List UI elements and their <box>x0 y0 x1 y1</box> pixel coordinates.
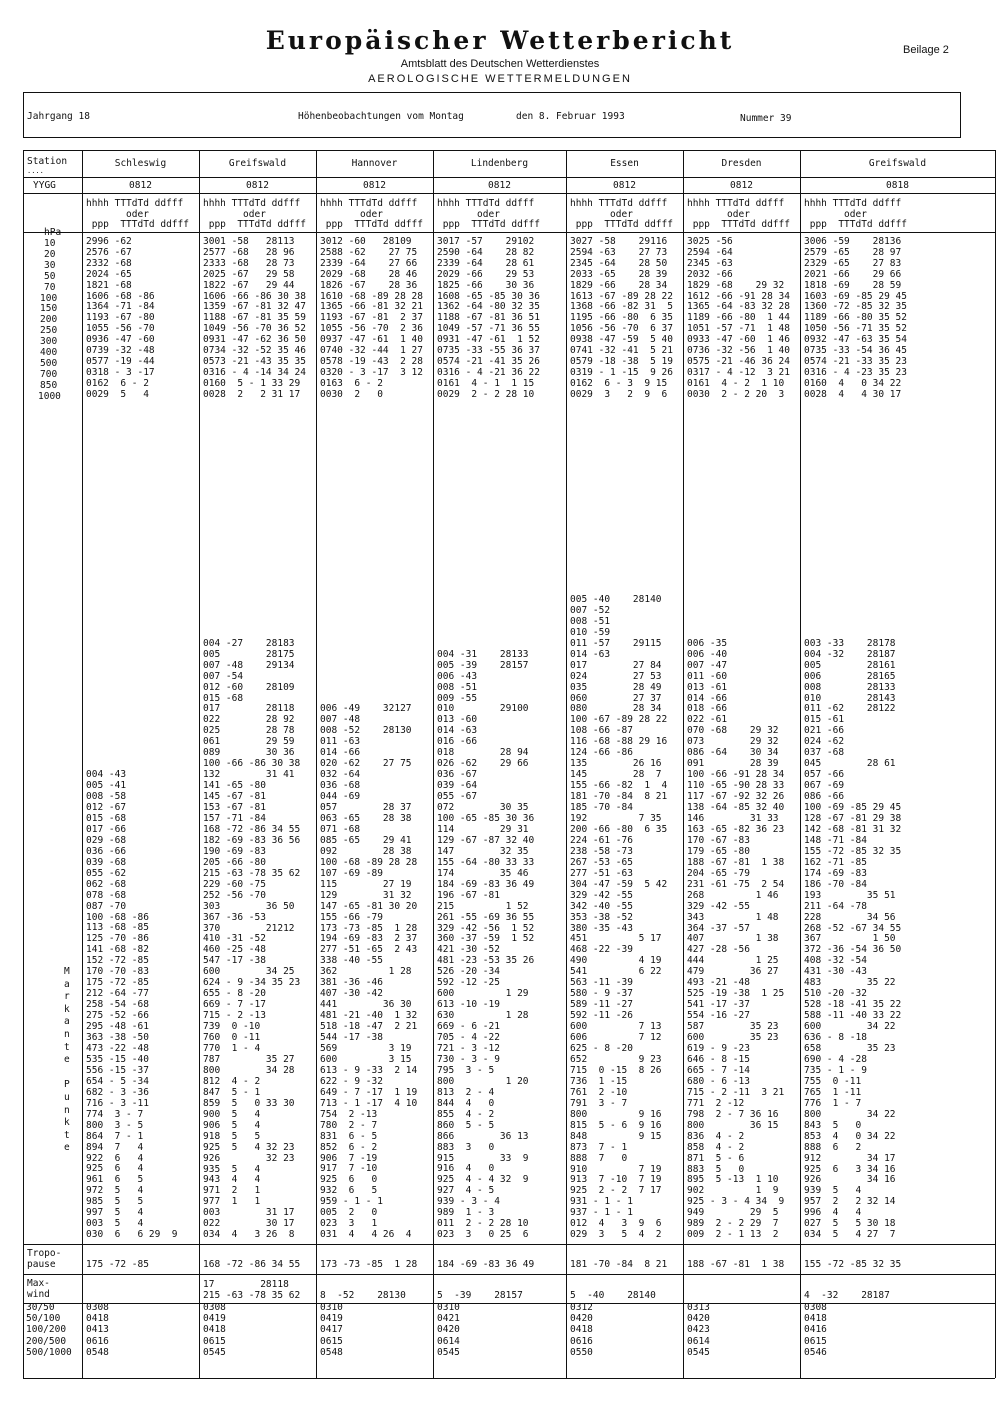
tropopause-value: 181 -70 -84 8 21 <box>570 1259 668 1270</box>
column-rule <box>800 150 801 1378</box>
significant-levels: 004 -27 28183 005 28175 007 -48 29134 007 -54 012 -60 28109 015 -68 017 28118 022 28 92 025 28 78 061 29 59 089 30 36 100 -66 -86 30 38 132 31 41 141 -65 -80 145 -67 -81 153 -67 -81 157 -71 -84 168 -72 -86 34 55 182 -69 -83 36 56 190 -69 -83 205 -66 -80 215 -63 -78 35 62 229 -60 -75 252 -56 -70 303 36 50 367 -36 -53 370 21212 410 -31 -52 460 -25 -48 547 -17 -38 600 34 25 624 - 9 -34 35 23 655 - 8 -20 669 - 7 -17 715 - 2 -13 739 0 -10 760 0 -11 770 1 - 4 787 35 27 800 34 28 812 4 - 2 847 5 - 1 859 5 0 33 30 900 5 4 906 5 4 918 5 5 925 5 4 32 23 926 32 23 935 5 4 943 4 4 971 2 1 977 1 1 003 31 17 022 30 17 034 4 3 26 8 <box>203 637 301 1241</box>
station-name: Dresden <box>721 158 762 169</box>
column-rule <box>199 150 200 1378</box>
standard-levels: 3006 -59 28136 2579 -65 28 97 2329 -65 27 83 2021 -66 29 66 1818 -69 28 59 1603 -69 -85 29 45 1360 -72 -85 32 35 1189 -66 -80 35 52 1050 -56 -71 35 52 0932 -47 -63 35 54 0735 -33 -54 36 45 0574 -21 -33 35 23 0316 - 4 -23 35 23 0160 4 0 34 22 0028 4 4 30 17 <box>804 236 907 400</box>
station-name: Lindenberg <box>470 158 529 169</box>
significant-levels: 004 -31 28133 005 -39 28157 006 -43 008 -51 009 -55 010 29100 013 -60 014 -63 016 -66 018 28 94 026 -62 29 66 036 -67 039 -64 055 -67 072 30 35 100 -65 -85 30 36 114 29 31 129 -67 -87 32 40 147 32 35 155 -64 -80 33 33 174 35 46 184 -69 -83 36 49 196 -67 -81 215 1 52 261 -55 -69 36 55 329 -42 -56 1 52 360 -37 -59 1 52 421 -30 -52 481 -23 -53 35 26 526 -20 -34 592 -12 -25 600 1 29 613 -10 -19 630 1 28 669 - 6 -21 705 - 4 -22 721 - 3 -12 730 - 3 - 9 795 3 - 5 800 1 20 813 2 - 4 844 4 0 855 4 - 2 860 5 - 5 866 36 13 883 3 0 915 33 9 916 4 0 925 4 - 4 32 9 927 4 - 5 939 - 3 - 4 989 1 - 3 011 2 - 2 28 10 023 3 0 25 6 <box>437 648 535 1241</box>
column-header: hhhh TTTdTd ddfff oder ppp TTTdTd ddfff <box>687 198 790 230</box>
shear-value: 0615 <box>203 1335 226 1347</box>
level-label: 200 <box>40 314 58 326</box>
column-header: hhhh TTTdTd ddfff oder ppp TTTdTd ddfff <box>203 198 306 230</box>
sig-bottom-rule <box>23 1244 995 1245</box>
shear-value: 0420 <box>437 1324 460 1336</box>
shear-value: 0545 <box>687 1346 710 1358</box>
shear-value: 0418 <box>86 1313 109 1325</box>
shear-value: 0313 <box>687 1302 710 1313</box>
significant-levels: 005 -40 28140 007 -52 008 -51 010 -59 011 -57 29115 014 -63 017 27 84 024 27 53 035 28 49 060 27 37 080 28 34 100 -67 -89 28 22 108 -66 -87 116 -68 -88 29 16 124 -66 -86 135 26 16 145 28 7 155 -66 -82 1 4 181 -70 -84 8 21 185 -70 -84 192 7 35 200 -66 -80 6 35 224 -61 -76 238 -58 -73 267 -53 -65 277 -51 -63 304 -47 -59 5 42 329 -42 -55 342 -40 -55 353 -38 -52 380 -35 -43 451 5 17 468 -22 -39 490 4 19 541 6 22 563 -11 -39 580 - 9 -37 589 -11 -27 592 -11 -26 600 7 13 606 7 12 625 - 8 -20 652 9 23 715 0 -15 8 26 736 1 -15 761 2 -10 791 3 - 7 800 9 16 815 5 - 6 9 16 848 9 15 873 7 - 1 888 7 0 910 7 19 913 7 -10 7 19 925 2 - 2 7 17 931 - 1 - 1 937 - 1 - 1 012 4 3 9 6 029 3 5 4 2 <box>570 593 668 1241</box>
jahrgang: Jahrgang 18 <box>27 111 90 122</box>
info-right-rule <box>960 92 961 137</box>
column-header: hhhh TTTdTd ddfff oder ppp TTTdTd ddfff <box>437 198 540 230</box>
maxwind-value: 5 -39 28157 <box>437 1290 523 1301</box>
observation-label: Höhenbeobachtungen vom Montag <box>298 111 464 122</box>
shear-value: 0419 <box>203 1313 226 1325</box>
level-label: 70 <box>44 281 56 293</box>
maxwind-label: Max- wind <box>27 1278 50 1300</box>
shear-value: 0421 <box>437 1313 460 1325</box>
shear-value: 0420 <box>570 1313 593 1325</box>
tropopause-label: Tropo- pause <box>27 1248 62 1270</box>
shear-value: 0615 <box>320 1335 343 1347</box>
report-number: Nummer 39 <box>740 113 792 124</box>
station-dash: .... <box>27 167 44 175</box>
station-name: Greifswald <box>228 158 287 169</box>
station-name: Schleswig <box>114 158 167 169</box>
shear-label: 500/1000 <box>26 1346 72 1358</box>
column-header: hhhh TTTdTd ddfff oder ppp TTTdTd ddfff <box>320 198 423 230</box>
shear-value: 0418 <box>570 1324 593 1336</box>
maxwind-value: 8 -52 28130 <box>320 1290 406 1301</box>
shear-value: 0550 <box>570 1346 593 1358</box>
section-title: AEROLOGISCHE WETTERMELDUNGEN <box>368 73 632 85</box>
yygg-label: YYGG <box>33 180 56 191</box>
column-header: hhhh TTTdTd ddfff oder ppp TTTdTd ddfff <box>804 198 907 230</box>
table-bottom-rule <box>23 1378 995 1379</box>
shear-value: 0308 <box>86 1302 109 1313</box>
column-header: hhhh TTTdTd ddfff oder ppp TTTdTd ddfff <box>86 198 189 230</box>
shear-value: 0614 <box>437 1335 460 1347</box>
shear-value: 0616 <box>570 1335 593 1347</box>
shear-value: 0548 <box>320 1346 343 1358</box>
shear-label: 50/100 <box>26 1313 61 1325</box>
shear-label: 100/200 <box>26 1324 67 1336</box>
maxwind-value: 5 -40 28140 <box>570 1290 656 1301</box>
station-yygg: 0812 <box>730 180 753 191</box>
shear-value: 0310 <box>437 1302 460 1313</box>
tropopause-value: 155 -72 -85 32 35 <box>804 1259 902 1270</box>
shear-value: 0546 <box>804 1346 827 1358</box>
shear-value: 0419 <box>320 1313 343 1325</box>
station-yygg: 0812 <box>488 180 511 191</box>
column-header: hhhh TTTdTd ddfff oder ppp TTTdTd ddfff <box>570 198 673 230</box>
shear-value: 0423 <box>687 1324 710 1336</box>
top-rule <box>23 92 961 93</box>
level-label: 50 <box>44 270 56 282</box>
shear-value: 0308 <box>203 1302 226 1313</box>
supplement-label: Beilage 2 <box>903 44 949 56</box>
column-rule <box>433 150 434 1378</box>
shear-value: 0616 <box>86 1335 109 1347</box>
level-label: 10 <box>44 238 56 249</box>
info-left-rule <box>23 92 24 137</box>
report-subtitle: Amtsblatt des Deutschen Wetterdienstes <box>400 58 600 70</box>
significant-levels: 004 -43 005 -41 008 -58 012 -67 015 -68 017 -66 029 -68 036 -66 039 -68 055 -62 062 -68 078 -68 087 -70 100 -68 -86 113 -68 -85 125 -70 -86 141 -68 -82 152 -72 -85 170 -70 -83 175 -72 -85 212 -64 -77 258 -54 -68 275 -52 -66 295 -48 -61 363 -38 -50 473 -22 -48 535 -15 -40 556 -15 -37 654 - 5 -34 682 - 3 -36 716 - 3 -11 774 3 - 7 800 3 - 5 864 7 - 1 894 7 4 922 6 4 925 6 4 961 6 5 972 5 4 985 5 5 997 5 4 003 5 4 030 6 6 29 9 <box>86 769 178 1241</box>
level-label: 150 <box>40 303 58 315</box>
significant-levels: 003 -33 28178 004 -32 28187 005 28161 006 28165 008 28133 010 28143 011 -62 28122 015 -61 021 -66 024 -62 037 -68 045 28 61 057 -66 067 -69 086 -66 100 -69 -85 29 45 128 -67 -81 29 38 142 -68 -81 31 32 148 -71 -84 155 -72 -85 32 35 162 -71 -85 174 -69 -83 186 -70 -84 193 35 51 211 -64 -78 228 34 56 268 -52 -67 34 55 367 1 50 372 -36 -54 36 50 408 -32 -54 431 -30 -43 483 35 22 510 -20 -32 528 -18 -41 35 22 588 -11 -40 33 22 600 34 22 636 - 8 -18 658 35 23 690 - 4 -28 735 - 1 - 9 755 0 -11 765 1 -11 776 1 - 7 800 34 22 843 5 0 853 4 0 34 22 888 6 2 912 34 17 925 6 3 34 16 926 34 16 939 5 4 957 2 2 32 14 996 4 4 027 5 5 30 18 034 5 4 27 7 <box>804 637 902 1241</box>
column-rule <box>683 150 684 1378</box>
maxwind-bottom-rule <box>23 1303 995 1304</box>
shear-value: 0312 <box>570 1302 593 1313</box>
shear-value: 0416 <box>804 1324 827 1336</box>
table-top-rule <box>23 150 995 151</box>
level-label: 100 <box>40 292 58 304</box>
significant-levels: 006 -35 006 -40 007 -47 011 -60 013 -61 014 -66 018 -66 022 -61 070 -68 29 32 073 29 32 086 -64 30 34 091 28 39 100 -66 -91 28 34 110 -65 -90 28 33 117 -67 -92 32 26 138 -64 -85 32 40 146 31 33 163 -65 -82 36 23 170 -67 -83 179 -65 -80 188 -67 -81 1 38 204 -65 -79 231 -61 -75 2 54 268 1 46 329 -42 -55 343 1 48 364 -37 -57 407 1 38 427 -28 -56 444 1 25 479 36 27 493 -21 -48 525 -19 -38 1 25 541 -17 -37 554 -16 -27 587 35 23 600 35 23 619 - 9 -23 646 - 8 -15 665 - 7 -14 680 - 6 -13 715 - 2 -11 3 21 771 2 -12 798 2 - 7 36 16 800 36 15 836 4 - 2 858 4 - 2 871 5 - 6 883 5 0 895 5 -13 1 10 902 1 9 925 - 3 - 4 34 9 949 29 5 989 2 - 2 29 7 009 2 - 1 13 2 <box>687 637 785 1241</box>
header-rule <box>23 177 995 178</box>
shear-value: 0545 <box>203 1346 226 1358</box>
station-yygg: 0812 <box>363 180 386 191</box>
maxwind-value: 4 -32 28187 <box>804 1290 890 1301</box>
tropo-bottom-rule <box>23 1274 995 1275</box>
colhead-rule <box>23 232 995 233</box>
tropopause-value: 188 -67 -81 1 38 <box>687 1259 785 1270</box>
report-title: Europäischer Wetterbericht <box>265 26 735 55</box>
shear-value: 0548 <box>86 1346 109 1358</box>
station-yygg: 0812 <box>613 180 636 191</box>
column-rule <box>316 150 317 1378</box>
shear-value: 0310 <box>320 1302 343 1313</box>
column-rule <box>82 150 83 1378</box>
standard-levels: 3001 -58 28113 2577 -68 28 96 2333 -68 28 73 2025 -67 29 58 1822 -67 29 44 1606 -66 -86 30 38 1359 -67 -81 32 47 1188 -67 -81 35 59 1049 -56 -70 36 52 0931 -47 -62 36 50 0734 -32 -52 35 46 0573 -21 -43 35 35 0316 - 4 -14 34 24 0160 5 - 1 33 29 0028 2 2 31 17 <box>203 236 306 400</box>
column-rule <box>23 150 24 1378</box>
station-label: Station <box>27 156 68 167</box>
station-yygg: 0818 <box>886 180 909 191</box>
level-label: 1000 <box>38 390 61 402</box>
standard-levels: 3012 -60 28109 2588 -62 27 75 2339 -64 27 66 2029 -68 28 46 1826 -67 28 36 1610 -68 -89 28 28 1365 -66 -81 32 21 1193 -67 -81 2 37 1055 -56 -70 2 36 0937 -47 -61 1 40 0740 -32 -44 1 27 0578 -19 -43 2 28 0320 - 3 -17 3 12 0163 6 - 2 0030 2 0 <box>320 236 423 400</box>
station-name: Essen <box>610 158 639 169</box>
level-label: 300 <box>40 336 58 348</box>
shear-label: 200/500 <box>26 1335 67 1347</box>
level-label: 500 <box>40 357 58 369</box>
shear-value: 0420 <box>687 1313 710 1325</box>
standard-levels: 2996 -62 2576 -67 2332 -68 2024 -65 1821 -68 1606 -68 -86 1364 -71 -84 1193 -67 -80 1055 -56 -70 0936 -47 -60 0739 -32 -48 0577 -19 -44 0318 - 3 -17 0162 6 - 2 0029 5 4 <box>86 236 155 400</box>
station-name: Greifswald <box>868 158 927 169</box>
shear-value: 0413 <box>86 1324 109 1336</box>
level-label: 30 <box>44 259 56 271</box>
standard-levels: 3027 -58 29116 2594 -63 27 73 2345 -64 28 50 2033 -65 28 39 1829 -66 28 34 1613 -67 -89 28 22 1368 -66 -82 31 5 1195 -66 -80 6 35 1056 -56 -70 6 37 0938 -47 -59 5 40 0741 -32 -41 5 21 0579 -18 -38 5 19 0319 - 1 -15 9 26 0162 6 - 3 9 15 0029 3 2 9 6 <box>570 236 673 400</box>
level-label: 400 <box>40 347 58 358</box>
hpa-label: hPa <box>44 227 62 238</box>
shear-value: 0615 <box>804 1335 827 1347</box>
shear-label: 30/50 <box>26 1302 55 1313</box>
column-rule <box>566 150 567 1378</box>
significant-levels: 006 -49 32127 007 -48 008 -52 28130 011 -63 014 -66 020 -62 27 75 032 -64 036 -68 044 -69 057 28 37 063 -65 28 38 071 -68 085 -65 29 41 092 28 38 100 -68 -89 28 28 107 -69 -89 115 27 19 129 31 32 147 -65 -81 30 20 155 -66 -79 173 -73 -85 1 28 194 -69 -83 2 37 277 -51 -65 2 43 338 -40 -55 362 1 28 381 -36 -46 407 -30 -42 441 36 30 481 -21 -40 1 32 518 -18 -47 2 21 544 -17 -38 569 3 19 600 3 15 613 - 9 -33 2 14 622 - 9 -32 649 - 7 -17 1 19 713 - 1 -17 4 10 754 2 -13 780 2 - 7 831 6 - 5 852 6 - 2 906 7 -19 917 7 -10 925 6 0 932 6 5 959 - 1 - 1 005 2 0 023 3 1 031 4 4 26 4 <box>320 703 418 1241</box>
level-label: 700 <box>40 368 58 380</box>
maxwind-value: 17 28118 215 -63 -78 35 62 <box>203 1279 301 1301</box>
column-rule <box>995 150 996 1378</box>
shear-value: 0308 <box>804 1302 827 1313</box>
tropopause-value: 175 -72 -85 <box>86 1259 149 1270</box>
level-label: 20 <box>44 248 56 260</box>
station-name: Hannover <box>351 158 398 169</box>
standard-levels: 3025 -56 2594 -64 2345 -63 2032 -66 1829 -68 29 32 1612 -66 -91 28 34 1365 -64 -83 32 28 1189 -66 -80 1 44 1051 -57 -71 1 48 0933 -47 -60 1 46 0736 -32 -56 1 40 0575 -21 -46 36 24 0317 - 4 -12 3 21 0161 4 - 2 1 10 0030 2 - 2 20 3 <box>687 236 790 400</box>
info-bottom-rule <box>23 137 961 138</box>
shear-value: 0545 <box>437 1346 460 1358</box>
shear-value: 0418 <box>203 1324 226 1336</box>
station-yygg: 0812 <box>129 180 152 191</box>
shear-value: 0614 <box>687 1335 710 1347</box>
shear-value: 0417 <box>320 1324 343 1336</box>
tropopause-value: 184 -69 -83 36 49 <box>437 1259 535 1270</box>
markante-punkte-label: M a r k a n t e P u n k t e <box>64 966 70 1154</box>
shear-value: 0418 <box>804 1313 827 1325</box>
level-label: 850 <box>40 379 58 391</box>
station-yygg: 0812 <box>246 180 269 191</box>
standard-levels: 3017 -57 29102 2590 -64 28 82 2339 -64 28 61 2029 -66 29 53 1825 -66 30 36 1608 -65 -85 30 36 1362 -64 -80 32 35 1188 -67 -81 36 51 1049 -57 -71 36 55 0931 -47 -61 1 52 0735 -33 -55 36 37 0574 -21 -41 35 26 0316 - 4 -21 36 22 0161 4 - 1 1 15 0029 2 - 2 28 10 <box>437 236 540 400</box>
yygg-rule <box>23 193 995 194</box>
report-date: den 8. Februar 1993 <box>516 111 625 122</box>
level-label: 250 <box>40 325 58 337</box>
tropopause-value: 173 -73 -85 1 28 <box>320 1259 418 1270</box>
tropopause-value: 168 -72 -86 34 55 <box>203 1259 301 1270</box>
